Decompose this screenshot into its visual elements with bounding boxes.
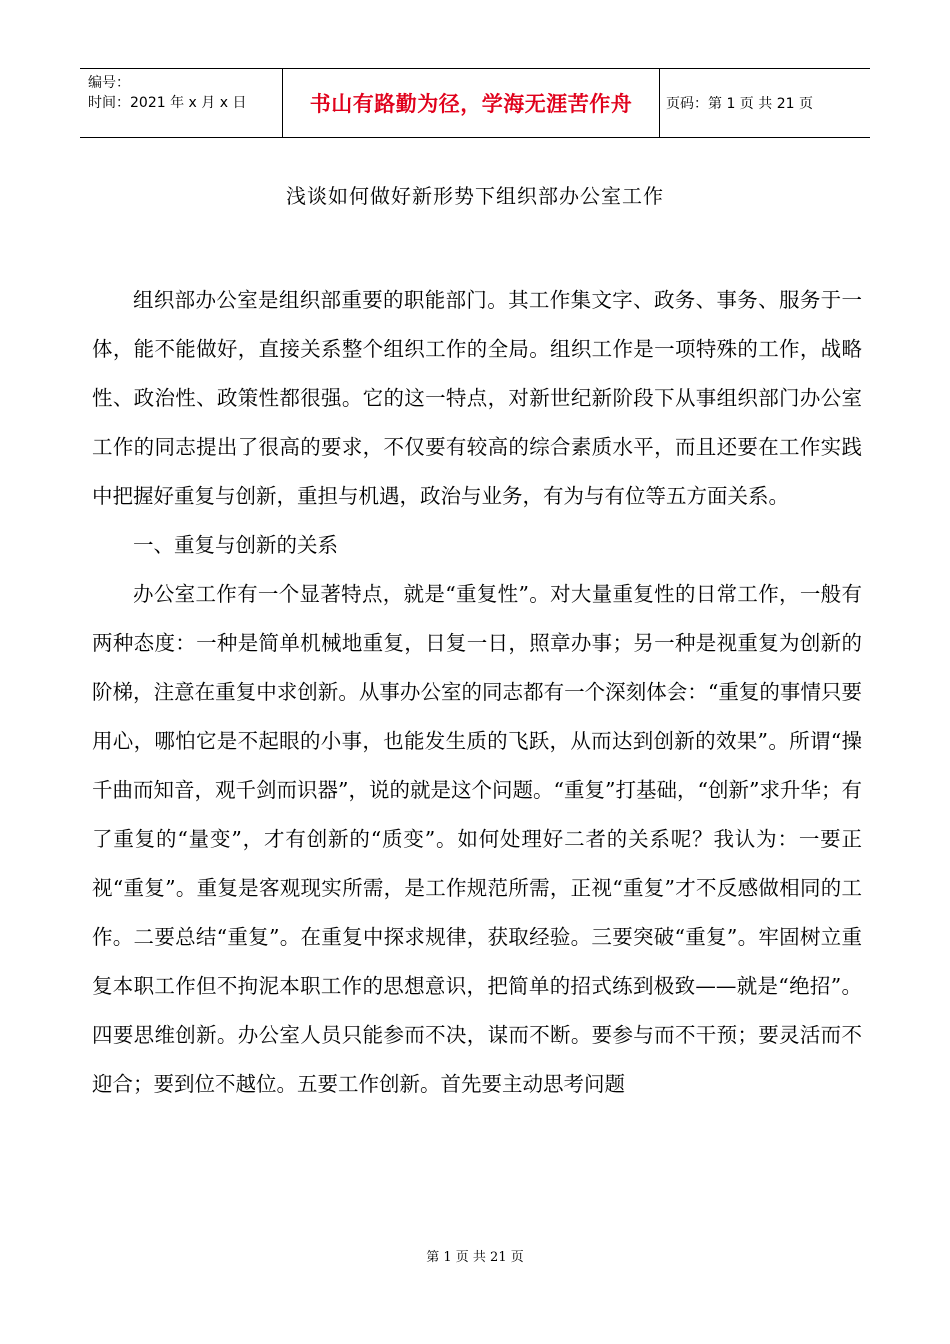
header-page-info xyxy=(658,69,870,137)
paragraph-section-1: 办公室工作有一个显著特点，就是“重复性”。对大量重复性的日常工作，一般有两种态度：一种是简单机械地重复，日复一日，照章办事；另一种是视重复为创新的阶梯，注意在重复中求创新。从事办公室的同志都有一个深刻体会：“重复的事情只要用心，哪怕它是不起眼的小事，也能发生质的飞跃，从而达到创新的效果”。所谓“操千曲而知音，观千剑而识器”，说的就是这个问题。“重复”打基础，“创新”求升华；有了重复的“量变”，才有创新的“质变”。如何处理好二者的关系呢？我认为：一要正视“重复”。重复是客观现实所需，是工作规范所需，正视“重复”才不反感做相同的工作。二要总结“重复”。在重复中探求规律，获取经验。三要突破“重复”。牢固树立重复本职工作但不拘泥本职工作的思想意识，把简单的招式练到极致——就是“绝招”。四要思维创新。办公室人员只能参而不决，谋而不断。要参与而不干预；要灵活而不迎合；要到位不越位。五要工作创新。首先要主动思考问题 xyxy=(92,582,862,1096)
header-meta xyxy=(80,69,282,137)
page-footer: 第 1 页 共 21 页 xyxy=(426,1250,524,1265)
section-heading: 一、重复与创新的关系 xyxy=(133,533,338,557)
number-label: 编号： xyxy=(88,75,130,91)
time-label: 时间：2021 年 x 月 x 日 xyxy=(88,95,247,111)
paragraph-intro: 组织部办公室是组织部重要的职能部门。其工作集文字、政务、事务、服务于一体，能不能做好，直接关系整个组织工作的全局。组织工作是一项特殊的工作，战略性、政治性、政策性都很强。它的这一特点，对新世纪新阶段下从事组织部门办公室工作的同志提出了很高的要求，不仅要有较高的综合素质水平，而且还要在工作实践中把握好重复与创新，重担与机遇，政治与业务，有为与有位等五方面关系。 xyxy=(92,288,862,508)
page-info-text: 页码：第 1 页 共 21 页 xyxy=(666,96,813,112)
document-header xyxy=(80,68,870,138)
document-body xyxy=(92,276,862,1109)
header-motto-cell xyxy=(282,69,660,137)
document-title: 浅谈如何做好新形势下组织部办公室工作 xyxy=(286,184,664,208)
motto-text: 书山有路勤为径，学海无涯苦作舟 xyxy=(309,92,633,116)
